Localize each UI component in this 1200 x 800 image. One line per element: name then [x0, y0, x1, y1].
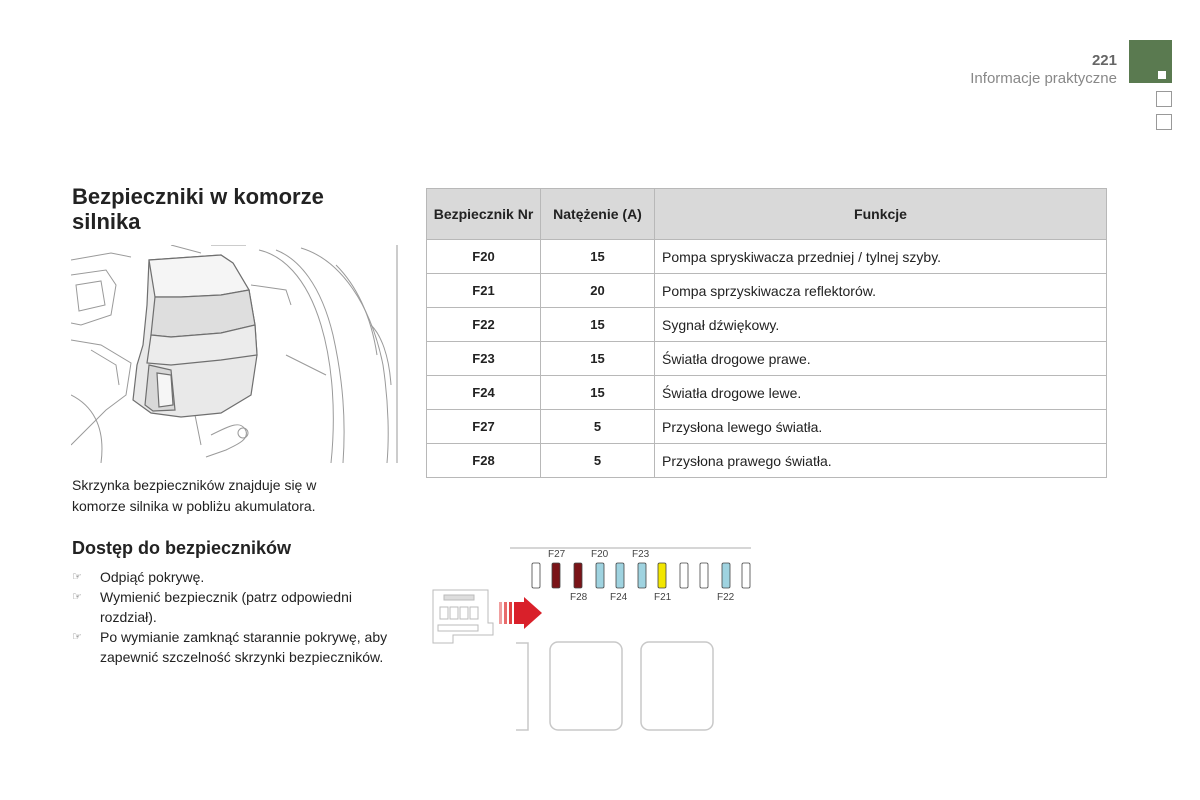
section-tab-box [1156, 91, 1172, 107]
fuse-slot [532, 563, 540, 588]
fuse-number-cell: F24 [427, 376, 541, 410]
fuse-table [426, 188, 1107, 478]
table-row [427, 444, 1107, 478]
table-row [427, 342, 1107, 376]
fuse-label-f21: F21 [654, 592, 672, 603]
amperage-cell: 15 [541, 342, 655, 376]
list-item [72, 567, 402, 587]
fuse-number-cell: F28 [427, 444, 541, 478]
tab-marker [1158, 71, 1166, 79]
column-header-functions: Funkcje [655, 189, 1107, 240]
function-cell: Pompa spryskiwacza przedniej / tylnej szyby. [655, 240, 1107, 274]
step-text: Po wymianie zamknąć starannie pokrywę, aby zapewnić szczelność skrzynki bezpieczników. [100, 629, 388, 665]
mini-fuse-box-icon [433, 590, 493, 643]
table-row [427, 308, 1107, 342]
fuse-slot [638, 563, 646, 588]
fuse-number-cell: F21 [427, 274, 541, 308]
fuse-label-f23: F23 [632, 549, 650, 560]
amperage-cell: 5 [541, 410, 655, 444]
fuse-slot [658, 563, 666, 588]
fuse-label-f20: F20 [591, 549, 609, 560]
amperage-cell: 5 [541, 444, 655, 478]
fuse-slot [700, 563, 708, 588]
fuse-number-cell: F23 [427, 342, 541, 376]
pointing-hand-icon: ☞ [72, 631, 82, 643]
amperage-cell: 20 [541, 274, 655, 308]
function-cell: Sygnał dźwiękowy. [655, 308, 1107, 342]
access-steps-list [72, 567, 402, 667]
list-item [72, 627, 402, 667]
table-row [427, 240, 1107, 274]
column-header-fuse-number: Bezpiecznik Nr [427, 189, 541, 240]
pointing-hand-icon: ☞ [72, 591, 82, 603]
function-cell: Przysłona prawego światła. [655, 444, 1107, 478]
fuse-slot [742, 563, 750, 588]
fuse-slot [616, 563, 624, 588]
table-row [427, 274, 1107, 308]
engine-compartment-illustration [71, 245, 398, 463]
amperage-cell: 15 [541, 308, 655, 342]
fuse-slot [680, 563, 688, 588]
fuse-number-cell: F20 [427, 240, 541, 274]
fuse-slots [532, 563, 750, 588]
red-arrow-icon [499, 597, 542, 629]
fuse-slot [596, 563, 604, 588]
list-item [72, 587, 402, 627]
fuse-label-f27: F27 [548, 549, 566, 560]
fuse-number-cell: F27 [427, 410, 541, 444]
page-title: Bezpieczniki w komorze silnika [72, 184, 324, 234]
fuse-box-outline [510, 548, 751, 730]
function-cell: Pompa sprzyskiwacza reflektorów. [655, 274, 1107, 308]
fuse-label-f24: F24 [610, 592, 628, 603]
fuse-label-f28: F28 [570, 592, 588, 603]
fuse-label-f22: F22 [717, 592, 735, 603]
section-tab-box [1156, 114, 1172, 130]
table-row [427, 410, 1107, 444]
function-cell: Światła drogowe prawe. [655, 342, 1107, 376]
pointing-hand-icon: ☞ [72, 571, 82, 583]
table-row [427, 376, 1107, 410]
fuse-number-cell: F22 [427, 308, 541, 342]
page-number: 221 [1091, 52, 1117, 69]
access-heading: Dostęp do bezpieczników [72, 538, 292, 558]
fuse-slot [574, 563, 582, 588]
section-title: Informacje praktyczne [970, 70, 1117, 87]
function-cell: Światła drogowe lewe. [655, 376, 1107, 410]
image-caption: Skrzynka bezpieczników znajduje się w komorze silnika w pobliżu akumulatora. [72, 477, 317, 514]
table-header-row [427, 189, 1107, 240]
fuse-box-diagram [428, 545, 758, 735]
step-text: Odpiąć pokrywę. [100, 569, 205, 585]
function-cell: Przysłona lewego światła. [655, 410, 1107, 444]
fuse-slot [552, 563, 560, 588]
column-header-amperage: Natężenie (A) [541, 189, 655, 240]
fuse-slot [722, 563, 730, 588]
step-text: Wymienić bezpiecznik (patrz odpowiedni rozdział). [100, 589, 352, 625]
amperage-cell: 15 [541, 376, 655, 410]
section-tab-active [1129, 40, 1172, 83]
amperage-cell: 15 [541, 240, 655, 274]
